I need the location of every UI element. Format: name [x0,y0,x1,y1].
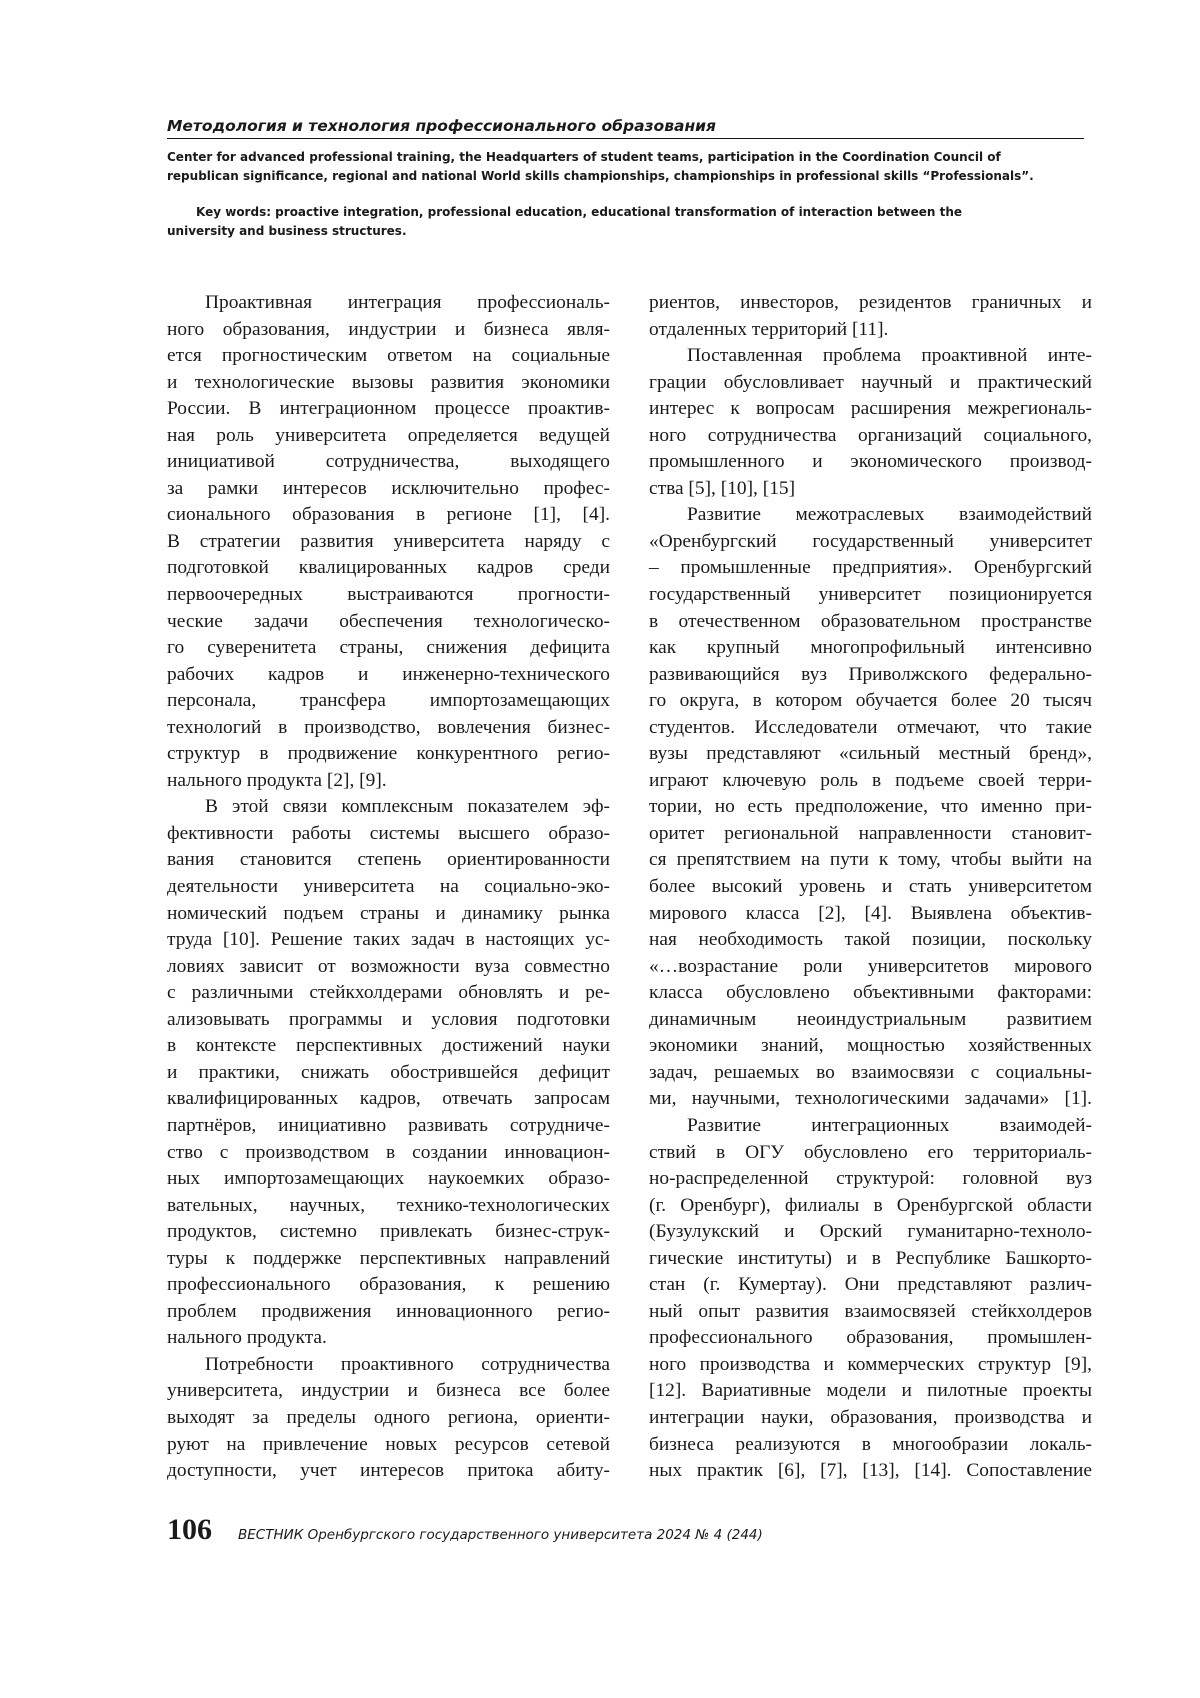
right-text-column [649,290,1092,1485]
keywords-line: university and business structures. [167,223,407,238]
text-line: ного образования, индустрии и бизнеса явля- [167,318,610,340]
text-line: вания становится степень ориентированности [167,849,610,871]
text-line: стан (г. Кумертау). Они представляют различ- [649,1274,1092,1296]
text-line: Развитие межотраслевых взаимодействий [687,504,1092,526]
text-line: с различными стейкхолдерами обновлять и ре- [167,982,610,1004]
text-line: го округа, в котором обучается более 20 тысяч [649,690,1092,712]
text-line: тории, но есть предположение, что именно при- [649,796,1092,818]
text-line: руют на привлечение новых ресурсов сетевой [167,1433,610,1455]
text-line: деятельности университета на социально-эко- [167,876,610,898]
text-line: ная роль университета определяется ведущей [167,424,610,446]
text-line: и практики, снижать обострившейся дефицит [167,1061,610,1083]
text-line: инициативой сотрудничества, выходящего [167,451,610,473]
text-line: бизнеса реализуются в многообразии локаль- [649,1433,1092,1455]
left-text-column [167,290,610,1485]
text-line: «Оренбургский государственный университет [649,530,1092,552]
text-line: Потребности проактивного сотрудничества [205,1353,610,1375]
text-line: ми, научными, технологическими задачами» [1]. [649,1088,1092,1110]
text-line: – промышленные предприятия». Оренбургский [649,557,1092,579]
text-line: подготовкой квалицированных кадров среди [167,557,610,579]
text-line: грации обусловливает научный и практический [649,371,1092,393]
text-line: ется прогностическим ответом на социальные [167,345,610,367]
text-line: (г. Оренбург), филиалы в Оренбургской области [649,1194,1092,1216]
text-line: ного сотрудничества организаций социального, [649,424,1092,446]
text-line: промышленного и экономического производ- [649,451,1092,473]
text-line: нального продукта [2], [9]. [167,769,387,791]
text-line: ствий в ОГУ обусловлено его территориаль- [649,1141,1092,1163]
text-line: сионального образования в регионе [1], [4]. [167,504,610,526]
text-line: оритет региональной направленности становит- [649,822,1092,844]
text-line: В этой связи комплексным показателем эф- [205,796,610,818]
text-line: риентов, инвесторов, резидентов граничных и [649,292,1092,313]
text-line: туры к поддержке перспективных направлений [167,1247,610,1269]
text-line: экономики знаний, мощностью хозяйственных [649,1035,1092,1057]
text-line: университета, индустрии и бизнеса все более [167,1380,610,1402]
text-line: профессионального образования, к решению [167,1274,610,1296]
text-line: «…возрастание роли университетов мирового [649,955,1092,977]
text-line: развивающийся вуз Приволжского федерально- [649,663,1092,685]
journal-title: ВЕСТНИК Оренбургского государственного университета 2024 № 4 (244) [238,1527,763,1543]
text-line: государственный университет позиционируется [649,584,1092,606]
text-line: ных практик [6], [7], [13], [14]. Сопоставление [649,1460,1092,1482]
text-line: за рамки интересов исключительно профес- [167,477,610,499]
text-line: ного производства и коммерческих структур [9], [649,1353,1092,1375]
text-line: в отечественном образовательном пространстве [649,610,1092,632]
text-line: класса обусловлено объективными факторами: [649,982,1092,1004]
text-line: более высокий уровень и стать университетом [649,876,1092,898]
text-line: динамичным неоиндустриальным развитием [649,1008,1092,1030]
text-line: играют ключевую роль в подъеме своей терри- [649,769,1092,791]
text-line: вательных, научных, технико-технологических [167,1194,610,1216]
text-line: ализовывать программы и условия подготовки [167,1008,610,1030]
text-line: ся препятствием на пути к тому, чтобы выйти на [649,849,1092,871]
text-line: но-распределенной структурой: головной вуз [649,1168,1092,1190]
text-line: ный опыт развития взаимосвязей стейкхолдеров [649,1300,1092,1322]
abstract-english-ending [167,148,1084,185]
keywords-block [167,203,1084,240]
text-line: проблем продвижения инновационного регио- [167,1300,610,1322]
text-line: ных импортозамещающих наукоемких образо- [167,1168,610,1190]
text-line: рабочих кадров и инженерно-технического [167,663,610,685]
text-line: ства [5], [10], [15] [649,477,796,499]
header-divider [167,138,1084,139]
text-line: структур в продвижение конкурентного регио- [167,743,610,765]
text-line: квалифицированных кадров, отвечать запросам [167,1088,610,1110]
text-line: ловиях зависит от возможности вуза совместно [167,955,610,977]
text-line: труда [10]. Решение таких задач в настоящих ус- [167,929,610,951]
section-title: Методология и технология профессионального образования [167,117,716,135]
text-line: интеграции науки, образования, производства и [649,1406,1092,1428]
text-line: технологий в производство, вовлечения бизнес- [167,716,610,738]
text-line: партнёров, инициативно развивать сотрудниче- [167,1114,610,1136]
keywords-line: Key words: proactive integration, professional education, educational transformation of interaction between the [196,205,963,219]
text-line: в контексте перспективных достижений науки [167,1035,610,1057]
text-line: профессионального образования, промышлен- [649,1327,1092,1349]
text-line: гические институты) и в Республике Башкорто- [649,1247,1092,1269]
text-line: ство с производством в создании инновацион- [167,1141,610,1163]
page-footer [167,1512,1084,1548]
text-line: студентов. Исследователи отмечают, что такие [649,716,1092,738]
text-line: В стратегии развития университета наряду с [167,530,610,552]
text-line: номический подъем страны и динамику рынка [167,902,610,924]
text-line: России. В интеграционном процессе проактив- [167,398,610,420]
text-line: (Бузулукский и Орский гуманитарно-техноло- [649,1221,1092,1243]
page-number: 106 [167,1513,212,1546]
text-line: [12]. Вариативные модели и пилотные проекты [649,1380,1092,1402]
abstract-line: republican significance, regional and national World skills championships, championships in professional skills “Professionals”. [167,168,1034,183]
text-line: го суверенитета страны, снижения дефицита [167,637,610,659]
text-line: и технологические вызовы развития экономики [167,371,610,393]
text-line: доступности, учет интересов притока абиту- [167,1460,610,1482]
text-line: персонала, трансфера импортозамещающих [167,690,610,712]
text-line: отдаленных территорий [11]. [649,318,889,340]
text-line: как крупный многопрофильный интенсивно [649,637,1092,659]
text-line: ная необходимость такой позиции, поскольку [649,929,1092,951]
text-line: первоочередных выстраиваются прогности- [167,584,610,606]
text-line: нального продукта. [167,1327,327,1349]
text-line: вузы представляют «сильный местный бренд», [649,743,1092,765]
text-line: Поставленная проблема проактивной инте- [687,345,1092,367]
text-line: продуктов, системно привлекать бизнес-струк- [167,1221,610,1243]
text-line: ческие задачи обеспечения технологическо- [167,610,610,632]
text-line: выходят за пределы одного региона, ориенти- [167,1406,610,1428]
text-line: задач, решаемых во взаимосвязи с социальны- [649,1061,1092,1083]
text-line: мирового класса [2], [4]. Выявлена объектив- [649,902,1092,924]
text-line: фективности работы системы высшего образо- [167,822,610,844]
text-line: интерес к вопросам расширения межрегиональ- [649,398,1092,420]
abstract-line: Center for advanced professional training, the Headquarters of student teams, participation in the Coordination Council of [167,150,1001,164]
text-line: Развитие интеграционных взаимодей- [687,1114,1092,1136]
text-line: Проактивная интеграция профессиональ- [205,292,610,313]
